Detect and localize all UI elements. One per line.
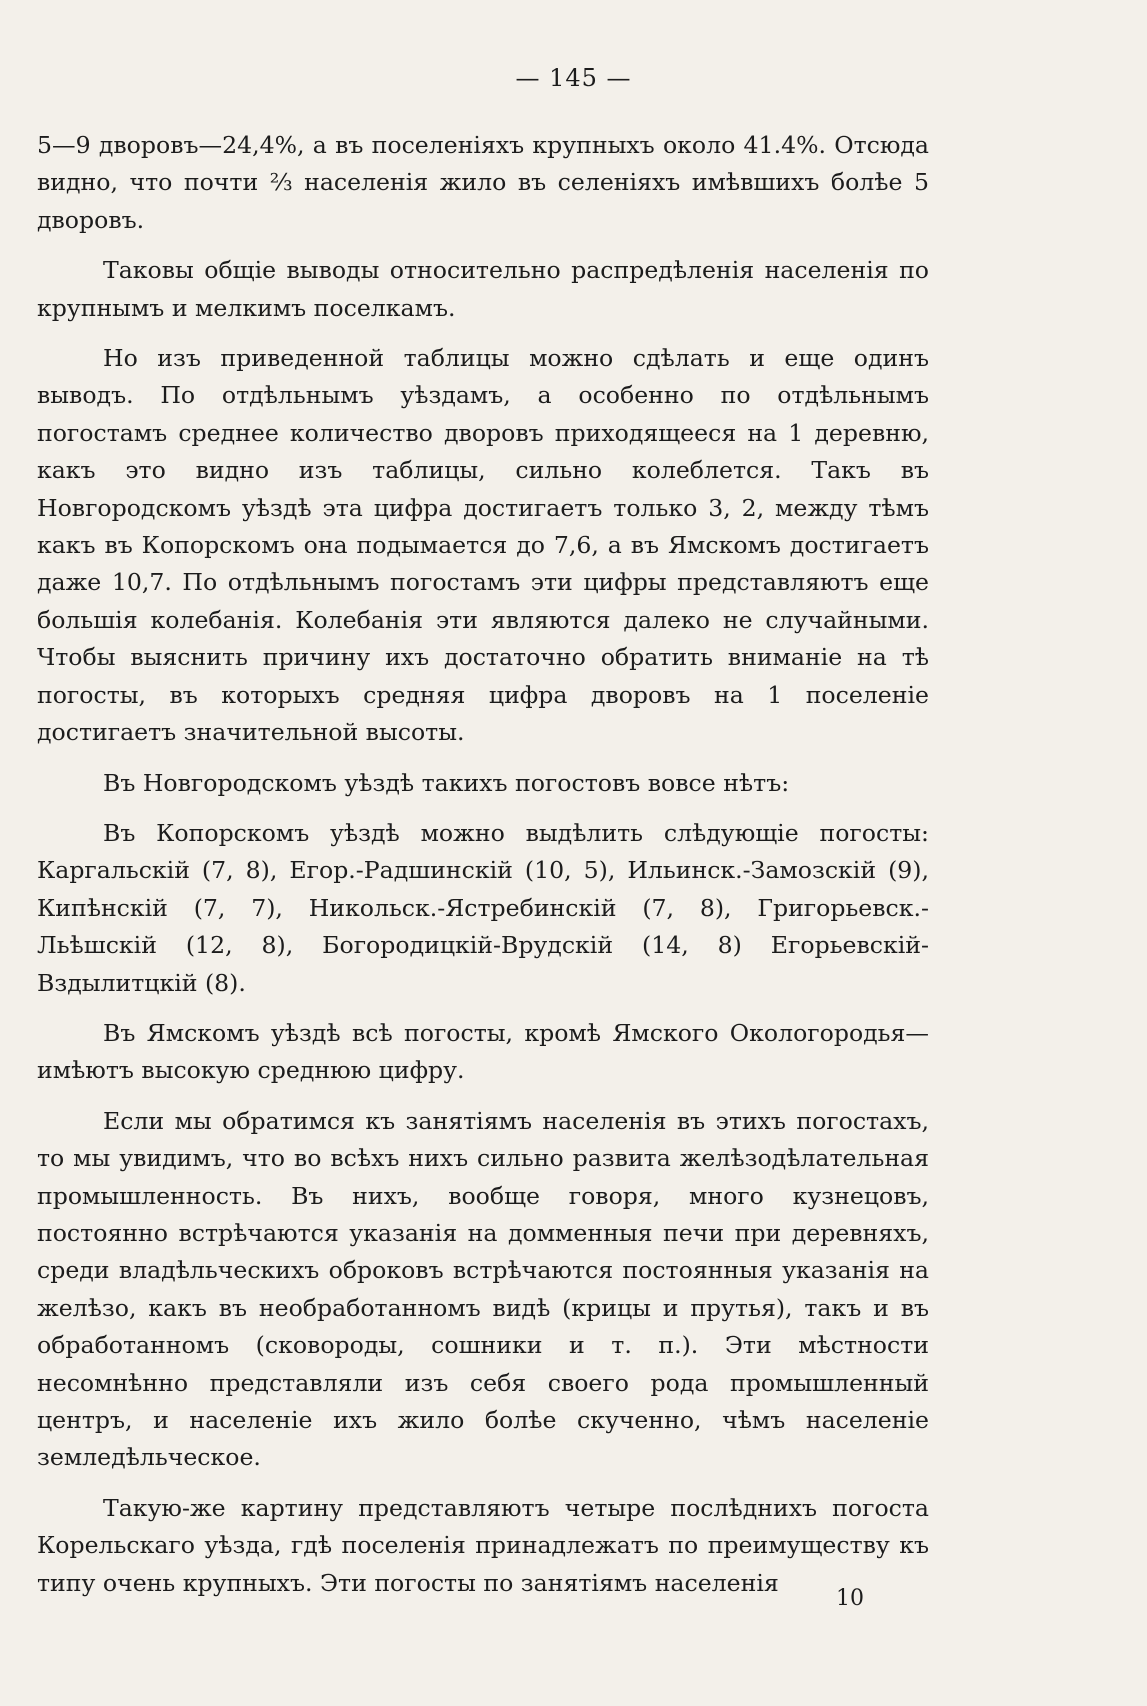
- paragraph-4: Въ Новгородскомъ уѣздѣ такихъ погостовъ вовсе нѣтъ:: [103, 768, 790, 797]
- paragraph-6: Въ Ямскомъ уѣздѣ всѣ погосты, кромѣ Ямского Окологородья— имѣютъ высокую среднюю цифру.: [37, 1018, 929, 1085]
- paragraph-7: Если мы обратимся къ занятіямъ населенія въ этихъ погостахъ, то мы увидимъ, что во всѣхъ нихъ сильно развита желѣзодѣлательная промышленность. Въ нихъ, вообще говоря, много кузнецовъ, постоянно встрѣчаются указанія на домменныя печи при деревняхъ, среди владѣльческихъ оброковъ встрѣчаются постоянныя указанія на желѣзо, какъ въ необработанномъ видѣ (крицы и прутья), такъ и въ обработанномъ (сковороды, сошники и т. п.). Эти мѣстности несомнѣнно представляли изъ себя своего рода промышленный центръ, и населеніе ихъ жило болѣе скученно, чѣмъ населеніе земледѣльческое.: [37, 1106, 929, 1472]
- paragraph-8: Такую-же картину представляютъ четыре послѣднихъ погоста Корельскаго уѣзда, гдѣ поселенія принадлежатъ по преимуществу къ типу очень крупныхъ. Эти погосты по занятіямъ населенія: [37, 1493, 929, 1597]
- paragraph-3: Но изъ приведенной таблицы можно сдѣлать и еще одинъ выводъ. По отдѣльнымъ уѣздамъ, а особенно по отдѣльнымъ погостамъ среднее количество дворовъ приходящееся на 1 деревню, какъ это видно изъ таблицы, сильно колеблется. Такъ въ Новгородскомъ уѣздѣ эта цифра достигаетъ только 3, 2, между тѣмъ какъ въ Копорскомъ она подымается до 7,6, а въ Ямскомъ достигаетъ даже 10,7. По отдѣльнымъ погостамъ эти цифры представляютъ еще большія колебанія. Колебанія эти являются далеко не случайными. Чтобы выяснить причину ихъ достаточно обратить вниманіе на тѣ погосты, въ которыхъ средняя цифра дворовъ на 1 поселеніе достигаетъ значительной высоты.: [37, 344, 929, 747]
- paragraph-5: Въ Копорскомъ уѣздѣ можно выдѣлить слѣдующіе погосты: Каргальскій (7, 8), Егор.-Радшинскій (10, 5), Ильинск.-Замозскій (9), Кипѣнскій (7, 7), Никольск.-Ястребинскій (7, 8), Григорьевск.-Льѣшскій (12, 8), Богородицкій-Врудскій (14, 8) Егорьевскій-Вздылитцкій (8).: [37, 818, 929, 997]
- paragraph-2: Таковы общіе выводы относительно распредѣленія населенія по крупнымъ и мелкимъ поселкамъ.: [37, 256, 929, 322]
- page-number-header: — 145 —: [515, 64, 632, 92]
- signature-mark: 10: [836, 1586, 864, 1611]
- paragraph-1: 5—9 дворовъ—24,4%, а въ поселеніяхъ крупныхъ около 41.4%. Отсюда видно, что почти ⅔ населенія жило въ селеніяхъ имѣвшихъ болѣе 5 дворовъ.: [37, 131, 929, 234]
- body-text: [37, 127, 929, 1602]
